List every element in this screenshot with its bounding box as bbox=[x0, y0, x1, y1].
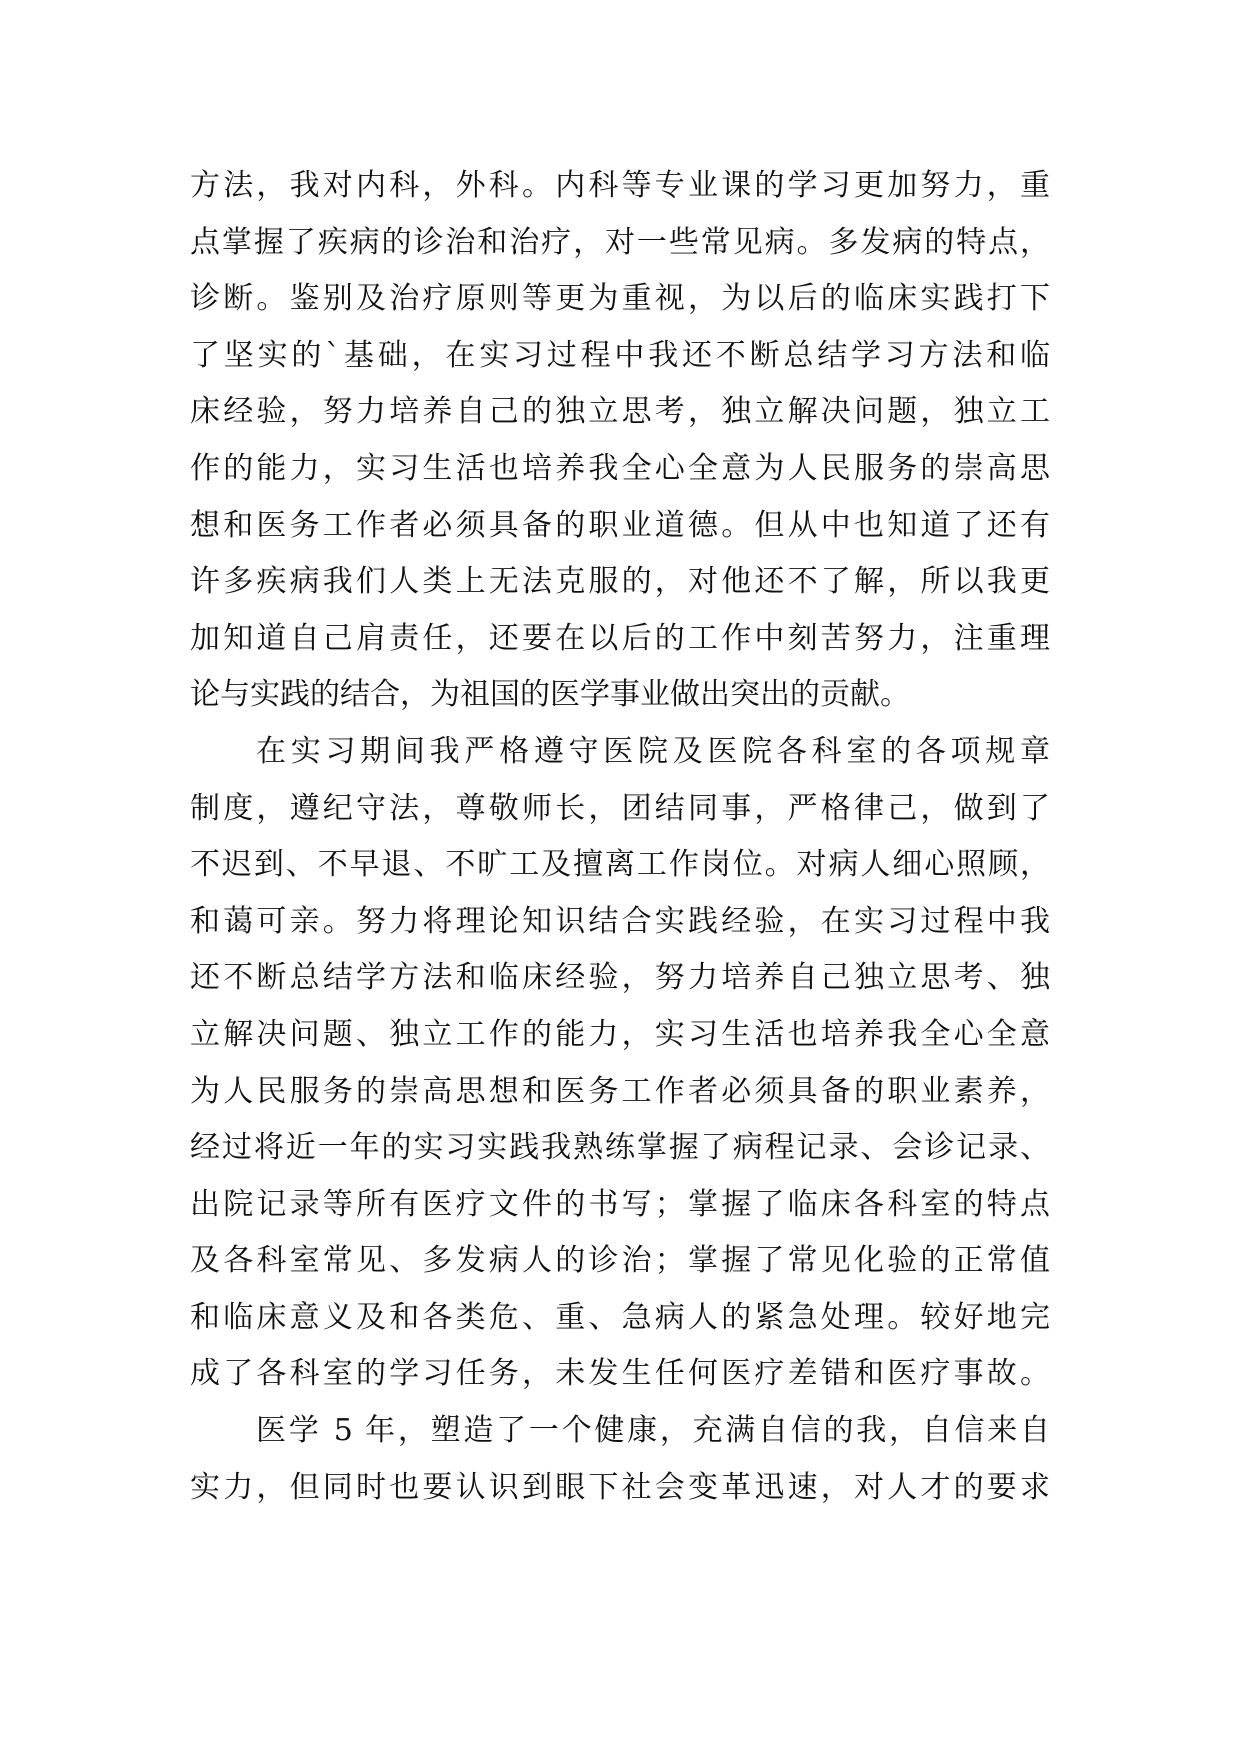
text-line: 方法，我对内科，外科。内科等专业课的学习更加努力，重 bbox=[190, 168, 1050, 203]
body-text bbox=[190, 158, 1050, 1516]
text-line: 和临床意义及和各类危、重、急病人的紧急处理。较好地完 bbox=[190, 1299, 1050, 1335]
text-line: 了坚实的`基础，在实习过程中我还不断总结学习方法和临 bbox=[190, 337, 1050, 373]
text-line: 想和医务工作者必须具备的职业道德。但从中也知道了还有 bbox=[190, 507, 1050, 543]
text-line: 诊断。鉴别及治疗原则等更为重视，为以后的临床实践打下 bbox=[190, 281, 1050, 317]
paragraph-end-line: 论与实践的结合，为祖国的医学事业做出突出的贡献。 bbox=[190, 677, 910, 713]
paragraph-start-line: 医学 5 年，塑造了一个健康，充满自信的我，自信来自 bbox=[256, 1413, 1050, 1449]
paragraph-start-line: 在实习期间我严格遵守医院及医院各科室的各项规章 bbox=[256, 733, 1050, 769]
text-line: 点掌握了疾病的诊治和治疗，对一些常见病。多发病的特点， bbox=[190, 224, 1050, 260]
text-line: 制度，遵纪守法，尊敬师长，团结同事，严格律己，做到了 bbox=[190, 790, 1050, 826]
text-line: 立解决问题、独立工作的能力，实习生活也培养我全心全意 bbox=[190, 1016, 1050, 1052]
text-line: 出院记录等所有医疗文件的书写；掌握了临床各科室的特点 bbox=[190, 1186, 1050, 1222]
text-line: 为人民服务的崇高思想和医务工作者必须具备的职业素养， bbox=[190, 1073, 1050, 1109]
text-line: 作的能力，实习生活也培养我全心全意为人民服务的崇高思 bbox=[190, 450, 1050, 486]
paragraph-end-line: 成了各科室的学习任务，未发生任何医疗差错和医疗事故。 bbox=[190, 1356, 1050, 1392]
text-line: 实力，但同时也要认识到眼下社会变革迅速，对人才的要求 bbox=[190, 1469, 1050, 1505]
text-line: 还不断总结学方法和临床经验，努力培养自己独立思考、独 bbox=[190, 960, 1050, 996]
text-line: 许多疾病我们人类上无法克服的，对他还不了解，所以我更 bbox=[190, 564, 1050, 600]
text-line: 床经验，努力培养自己的独立思考，独立解决问题，独立工 bbox=[190, 394, 1050, 430]
text-line: 及各科室常见、多发病人的诊治；掌握了常见化验的正常值 bbox=[190, 1243, 1050, 1279]
text-line: 加知道自己肩责任，还要在以后的工作中刻苦努力，注重理 bbox=[190, 620, 1050, 656]
text-line: 和蔼可亲。努力将理论知识结合实践经验，在实习过程中我 bbox=[190, 903, 1050, 939]
text-line: 经过将近一年的实习实践我熟练掌握了病程记录、会诊记录、 bbox=[190, 1130, 1050, 1166]
text-line: 不迟到、不早退、不旷工及擅离工作岗位。对病人细心照顾， bbox=[190, 847, 1050, 883]
